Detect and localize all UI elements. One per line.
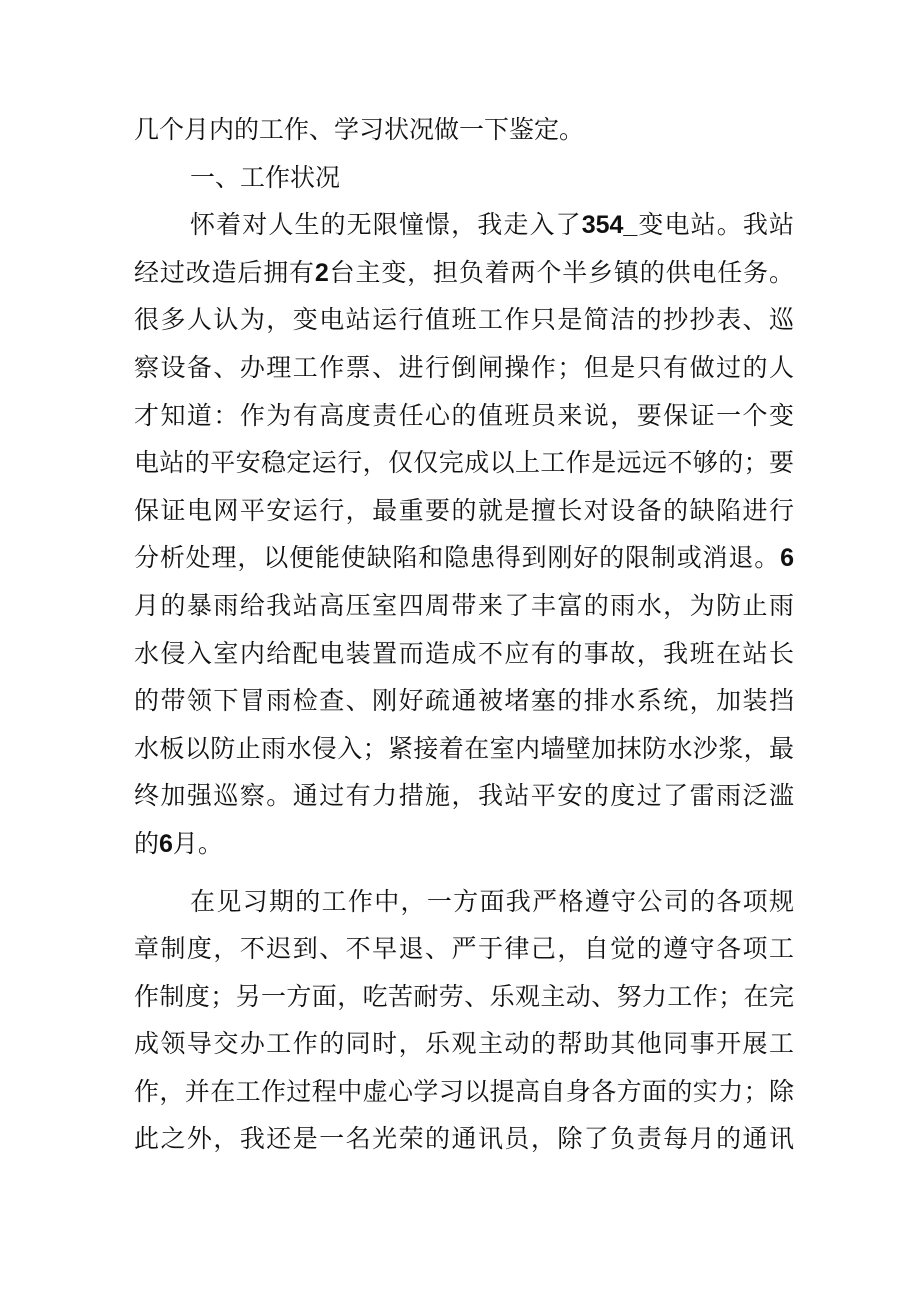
text-line: 作制度；另一方面，吃苦耐劳、乐观主动、努力工作；在完 (134, 981, 794, 1011)
number-text: 354_ (581, 211, 638, 240)
text-line: 的6月。 (134, 828, 223, 858)
text-line: 察设备、办理工作票、进行倒闸操作；但是只有做过的人 (134, 352, 794, 382)
text-line: 终加强巡察。通过有力措施，我站平安的度过了雷雨泛滥 (134, 781, 794, 811)
number-text: 6 (780, 544, 794, 573)
text-line: 电站的平安稳定运行，仅仅完成以上工作是远远不够的；要 (134, 448, 794, 478)
text-line: 在见习期的工作中，一方面我严格遵守公司的各项规 (190, 886, 794, 916)
text-line: 的带领下冒雨检查、刚好疏通被堵塞的排水系统，加装挡 (134, 686, 794, 716)
text-line: 作，并在工作过程中虚心学习以提高自身各方面的实力；除 (134, 1076, 794, 1106)
text-line: 经过改造后拥有2台主变，担负着两个半乡镇的供电任务。 (134, 257, 794, 287)
text-line: 保证电网平安运行，最重要的就是擅长对设备的缺陷进行 (134, 495, 794, 525)
text-line: 此之外，我还是一名光荣的通讯员，除了负责每月的通讯 (134, 1124, 794, 1154)
text-line: 水侵入室内给配电装置而造成不应有的事故，我班在站长 (134, 638, 794, 668)
text-line: 分析处理，以便能使缺陷和隐患得到刚好的限制或消退。6 (134, 543, 794, 573)
paragraph-gap (134, 868, 794, 878)
document-body (134, 106, 794, 1163)
text-line: 月的暴雨给我站高压室四周带来了丰富的雨水，为防止雨 (134, 590, 794, 620)
text-line: 几个月内的工作、学习状况做一下鉴定。 (134, 115, 585, 144)
text-line: 章制度，不迟到、不早退、严于律己，自觉的遵守各项工 (134, 934, 794, 964)
text-line: 成领导交办工作的同时，乐观主动的帮助其他同事开展工 (134, 1029, 794, 1059)
text-line: 很多人认为，变电站运行值班工作只是简洁的抄抄表、巡 (134, 305, 794, 335)
text-line: 才知道：作为有高度责任心的值班员来说，要保证一个变 (134, 400, 794, 430)
section-heading: 一、工作状况 (190, 162, 341, 192)
text-line: 水板以防止雨水侵入；紧接着在室内墙壁加抹防水沙浆，最 (134, 733, 794, 763)
text-line: 怀着对人生的无限憧憬，我走入了354_变电站。我站 (190, 210, 794, 240)
number-text: 2 (314, 258, 329, 287)
number-text: 6 (159, 829, 173, 858)
